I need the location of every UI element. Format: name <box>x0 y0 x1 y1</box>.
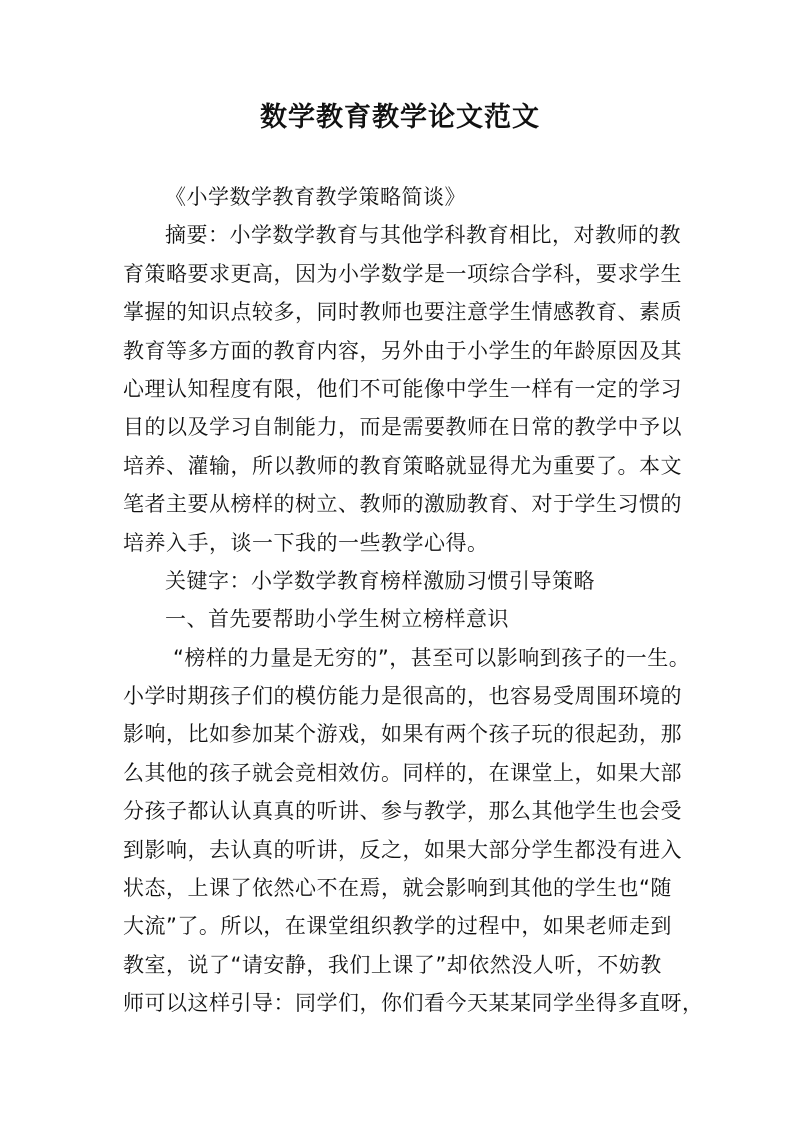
text-line: 培养入手，谈一下我的一些教学心得。 <box>123 530 489 555</box>
text-line: 育策略要求更高，因为小学数学是一项综合学科，要求学生 <box>123 261 682 286</box>
text-line: 大流”了。所以，在课堂组织教学的过程中，如果老师走到 <box>123 914 672 939</box>
text-line: 分孩子都认认真真的听讲、参与教学，那么其他学生也会受 <box>123 799 682 824</box>
text-line: 么其他的孩子就会竞相效仿。同样的，在课堂上，如果大部 <box>123 760 682 785</box>
text-line: 心理认知程度有限，他们不可能像中学生一样有一定的学习 <box>123 376 682 401</box>
text-line: 培养、灌输，所以教师的教育策略就显得尤为重要了。本文 <box>123 453 682 478</box>
text-line: 摘要：小学数学教育与其他学科教育相比，对教师的教 <box>165 223 681 248</box>
text-line: 师可以这样引导：同学们，你们看今天某某同学坐得多直呀， <box>123 991 704 1016</box>
text-line: “榜样的力量是无穷的”，甚至可以影响到孩子的一生。 <box>173 645 691 670</box>
document-body <box>123 178 704 1023</box>
text-line: 状态，上课了依然心不在焉，就会影响到其他的学生也“随 <box>123 876 672 901</box>
text-line: 关键字：小学数学教育榜样激励习惯引导策略 <box>165 568 595 593</box>
page-title: 数学教育教学论文范文 <box>260 102 540 133</box>
text-line: 到影响，去认真的听讲，反之，如果大部分学生都没有进入 <box>123 837 682 862</box>
text-line: 掌握的知识点较多，同时教师也要注意学生情感教育、素质 <box>123 300 682 325</box>
text-line: 影响，比如参加某个游戏，如果有两个孩子玩的很起劲，那 <box>123 722 682 747</box>
text-line: 目的以及学习自制能力，而是需要教师在日常的教学中予以 <box>123 415 682 440</box>
text-line: 笔者主要从榜样的树立、教师的激励教育、对于学生习惯的 <box>123 492 682 517</box>
text-line: 《小学数学教育教学策略简谈》 <box>165 185 466 209</box>
text-line: 一、首先要帮助小学生树立榜样意识 <box>165 607 509 632</box>
text-line: 小学时期孩子们的模仿能力是很高的，也容易受周围环境的 <box>123 684 682 709</box>
text-line: 教育等多方面的教育内容，另外由于小学生的年龄原因及其 <box>123 338 682 363</box>
text-line: 教室，说了“请安静，我们上课了”却依然没人听，不妨教 <box>123 952 662 977</box>
